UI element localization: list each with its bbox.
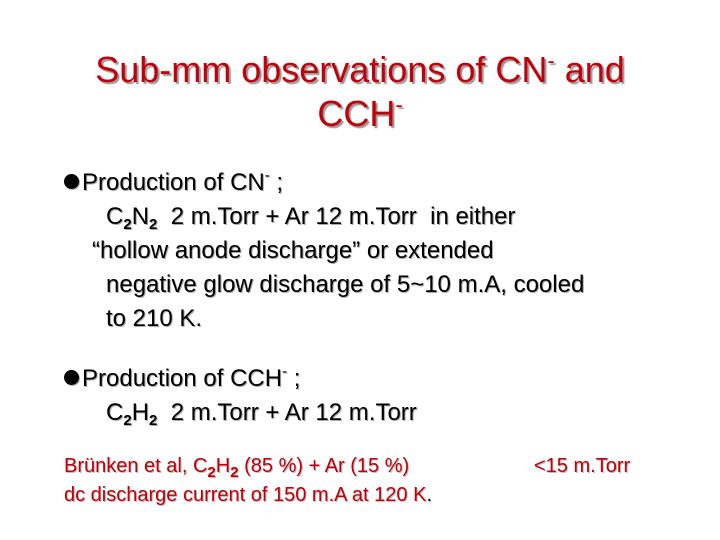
cn-head-sup: -: [264, 167, 270, 184]
reference-line-2-text: dc discharge current of 150 m.A at 120 K: [64, 484, 427, 506]
title-line-2-text: CCH: [317, 93, 396, 134]
title-line-1-end: and: [554, 49, 625, 90]
reference-line-1: [64, 452, 432, 481]
cch-gas-h: H: [131, 399, 150, 426]
cn-line-4: negative glow discharge of 5~10 m.A, cooled: [106, 271, 585, 298]
cch-head-text: Production of CCH: [82, 365, 283, 392]
cn-gas-n-sub: 2: [149, 216, 158, 233]
cn-production-head: [64, 166, 584, 200]
cch-gas-c-sub: 2: [123, 412, 132, 429]
slide-title: [0, 48, 720, 136]
reference-part-1: Brünken et al, C: [64, 455, 208, 477]
cn-line-5: to 210 K.: [106, 305, 203, 332]
cn-line-3: “hollow anode discharge” or extended: [92, 237, 494, 264]
reference-line-2-end: .: [426, 484, 432, 506]
cch-head-sup: -: [282, 363, 288, 380]
bullet-icon: [64, 370, 79, 385]
cch-gas-mix: [64, 396, 417, 430]
cn-production-block: [64, 166, 584, 336]
reference-h-sub: 2: [230, 464, 239, 481]
cn-head-end: ;: [269, 169, 284, 196]
title-line-1-text: Sub-mm observations of CN: [95, 49, 548, 90]
cn-gas-n: N: [131, 203, 150, 230]
title-line-2: [0, 92, 720, 136]
title-line-2-sup: -: [395, 92, 403, 117]
cch-mix-text: 2 m.Torr + Ar 12 m.Torr: [157, 399, 417, 426]
cn-mix-text: 2 m.Torr + Ar 12 m.Torr in either: [157, 203, 516, 230]
cn-gas-c-sub: 2: [123, 216, 132, 233]
title-line-1-sup: -: [547, 48, 555, 73]
reference-part-2: (85 %) + Ar (15 %): [238, 455, 410, 477]
cch-production-head: [64, 362, 417, 396]
pressure-note: <15 m.Torr: [534, 455, 631, 477]
cch-production-block: [64, 362, 417, 430]
reference-c-sub: 2: [207, 464, 216, 481]
cn-gas-c: C: [106, 203, 124, 230]
reference-line-2: [64, 481, 432, 510]
cch-gas-c: C: [106, 399, 124, 426]
reference-h: H: [215, 455, 231, 477]
bullet-icon: [64, 174, 79, 189]
cch-gas-h-sub: 2: [149, 412, 158, 429]
cch-head-end: ;: [287, 365, 301, 392]
cn-head-text: Production of CN: [82, 169, 265, 196]
reference-note: [64, 452, 432, 510]
cn-gas-mix: [64, 200, 584, 234]
title-line-1: [0, 48, 720, 92]
